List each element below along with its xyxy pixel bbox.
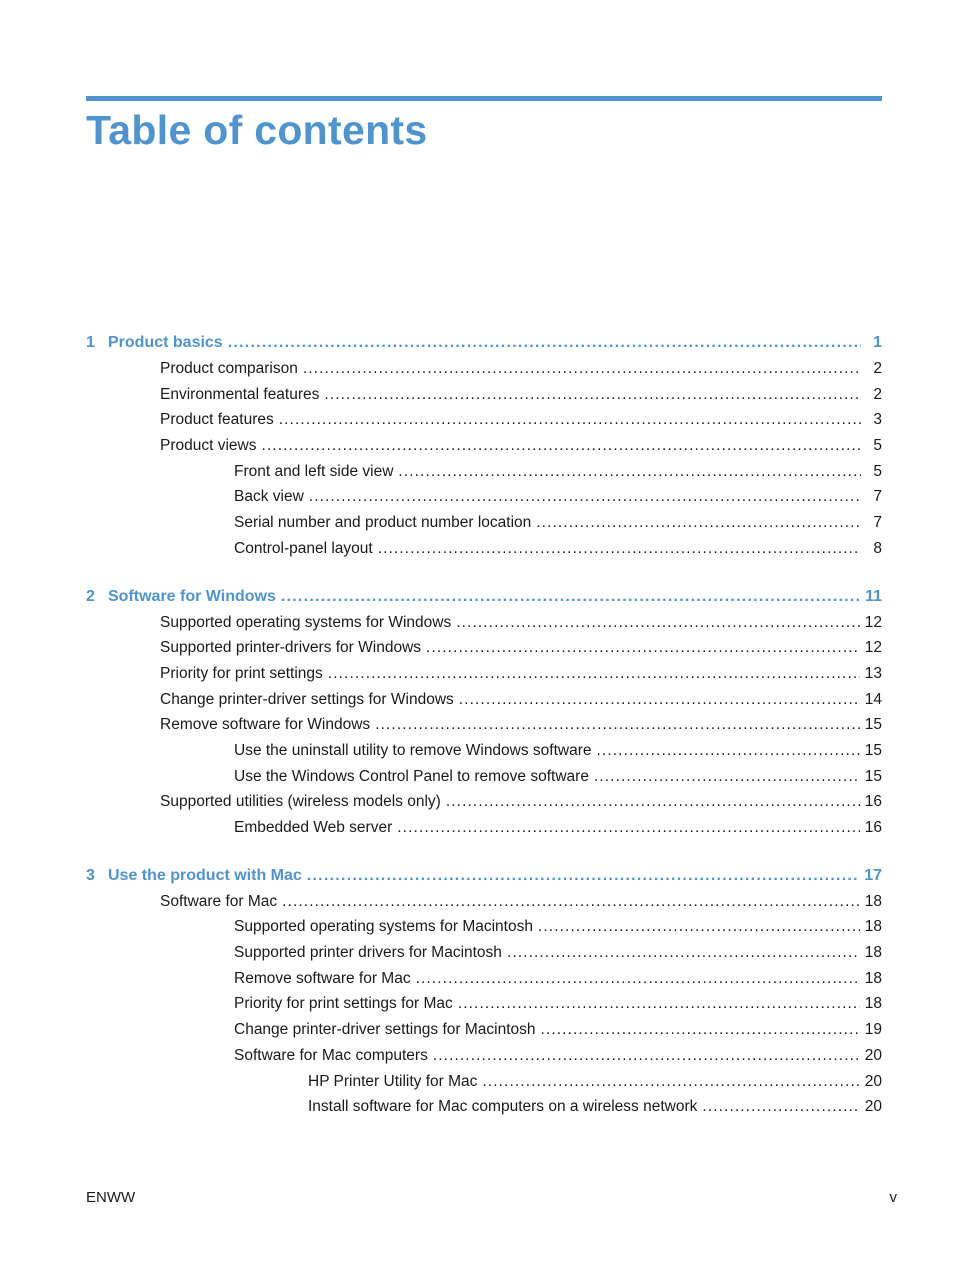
toc-entry[interactable] [86, 712, 882, 738]
toc-page-number: 16 [864, 793, 882, 811]
toc-chapter-number: 1 [86, 334, 95, 351]
toc-entry[interactable] [86, 382, 882, 408]
toc-page-number: 12 [864, 613, 882, 631]
toc-leader-dots [309, 484, 861, 510]
toc-leader-dots [597, 738, 860, 764]
toc-entry-title: Change printer-driver settings for Macintosh [234, 1021, 536, 1039]
toc-entry[interactable] [86, 635, 882, 661]
page-title: Table of contents [86, 107, 428, 153]
toc-entry-title: HP Printer Utility for Mac [308, 1072, 478, 1090]
toc-chapter-title: Software for Windows [108, 587, 276, 605]
toc-entry-title: Supported printer drivers for Macintosh [234, 944, 502, 962]
toc-leader-dots [397, 815, 860, 841]
table-of-contents [86, 329, 882, 1141]
toc-entry[interactable] [86, 433, 882, 459]
toc-leader-dots [433, 1043, 860, 1069]
toc-entry-title: Environmental features [160, 385, 320, 403]
toc-entry-title: Priority for print settings [160, 664, 323, 682]
toc-page-number: 15 [864, 741, 882, 759]
toc-page-number: 5 [873, 462, 882, 480]
toc-leader-dots [378, 536, 861, 562]
toc-chapter-heading[interactable] [86, 329, 882, 356]
toc-entry[interactable] [86, 484, 882, 510]
toc-page-number: 8 [873, 539, 882, 557]
toc-page-number: 7 [873, 488, 882, 506]
toc-entry-title: Remove software for Windows [160, 716, 371, 734]
toc-entry[interactable] [86, 610, 882, 636]
toc-entry-title: Supported printer-drivers for Windows [160, 639, 422, 657]
toc-entry[interactable] [86, 536, 882, 562]
toc-entry-title: Software for Mac [160, 892, 278, 910]
toc-chapter [86, 329, 882, 562]
toc-entry[interactable] [86, 889, 882, 915]
toc-leader-dots [261, 433, 861, 459]
toc-page-number: 18 [864, 969, 882, 987]
toc-entry[interactable] [86, 661, 882, 687]
toc-leader-dots [303, 356, 861, 382]
toc-entry[interactable] [86, 815, 882, 841]
toc-entry[interactable] [86, 1017, 882, 1043]
toc-entry-title: Serial number and product number location [234, 514, 532, 532]
toc-leader-dots [398, 459, 861, 485]
toc-entry[interactable] [86, 914, 882, 940]
toc-page-number: 20 [864, 1072, 882, 1090]
toc-entry[interactable] [86, 356, 882, 382]
toc-entry[interactable] [86, 459, 882, 485]
toc-leader-dots [446, 789, 860, 815]
toc-entry[interactable] [86, 738, 882, 764]
toc-entry-title: Install software for Mac computers on a wireless network [308, 1098, 698, 1116]
toc-leader-dots [459, 687, 860, 713]
toc-page-number: 1 [873, 334, 882, 351]
toc-entry[interactable] [86, 687, 882, 713]
toc-page-number: 20 [864, 1098, 882, 1116]
toc-page-number: 12 [864, 639, 882, 657]
toc-entry-title: Product views [160, 437, 257, 455]
toc-entry[interactable] [86, 764, 882, 790]
toc-entry[interactable] [86, 940, 882, 966]
toc-entry[interactable] [86, 510, 882, 536]
toc-page-number: 14 [864, 690, 882, 708]
toc-page-number: 18 [864, 944, 882, 962]
toc-page-number: 2 [873, 360, 882, 377]
toc-leader-dots [482, 1069, 859, 1095]
toc-page-number: 11 [865, 587, 882, 605]
toc-leader-dots [228, 329, 861, 356]
toc-entry-title: Software for Mac computers [234, 1046, 428, 1064]
toc-chapter-heading[interactable] [86, 583, 882, 610]
toc-entry-title: Supported utilities (wireless models only) [160, 793, 441, 811]
toc-chapter-title: Use the product with Mac [108, 866, 302, 884]
toc-entry-title: Use the uninstall utility to remove Windows software [234, 741, 592, 759]
toc-entry-title: Priority for print settings for Mac [234, 995, 453, 1013]
title-rule [86, 96, 882, 101]
toc-chapter [86, 583, 882, 841]
toc-entry[interactable] [86, 966, 882, 992]
toc-entry[interactable] [86, 1069, 882, 1095]
toc-page-number: 18 [864, 918, 882, 936]
toc-leader-dots [536, 510, 861, 536]
toc-entry-title: Embedded Web server [234, 819, 393, 836]
toc-chapter-heading[interactable] [86, 862, 882, 889]
toc-chapter-number: 2 [86, 587, 95, 605]
toc-page-number: 20 [864, 1046, 882, 1064]
toc-leader-dots [702, 1094, 859, 1120]
toc-leader-dots [458, 991, 860, 1017]
toc-leader-dots [507, 940, 860, 966]
toc-page-number: 7 [873, 514, 882, 532]
toc-page-number: 19 [864, 1021, 882, 1039]
toc-leader-dots [279, 407, 861, 433]
toc-entry-title: Product comparison [160, 360, 298, 377]
toc-page-number: 15 [864, 767, 882, 785]
footer-page-number: v [889, 1189, 897, 1206]
toc-page-number: 13 [864, 664, 882, 682]
toc-leader-dots [281, 583, 860, 610]
toc-page-number: 16 [864, 819, 882, 836]
toc-leader-dots [282, 889, 860, 915]
toc-entry-title: Front and left side view [234, 462, 394, 480]
toc-leader-dots [426, 635, 860, 661]
toc-leader-dots [541, 1017, 860, 1043]
toc-entry[interactable] [86, 1043, 882, 1069]
toc-leader-dots [594, 764, 860, 790]
toc-entry[interactable] [86, 789, 882, 815]
toc-entry-title: Supported operating systems for Macintosh [234, 918, 533, 936]
toc-page-number: 5 [873, 437, 882, 455]
toc-chapter-number: 3 [86, 866, 95, 884]
toc-page-number: 3 [873, 411, 882, 429]
toc-entry-title: Control-panel layout [234, 539, 373, 557]
toc-page-number: 15 [864, 716, 882, 734]
toc-leader-dots [538, 914, 860, 940]
toc-entry-title: Back view [234, 488, 304, 506]
toc-entry-title: Supported operating systems for Windows [160, 613, 452, 631]
toc-leader-dots [307, 862, 859, 889]
toc-leader-dots [416, 966, 860, 992]
toc-entry[interactable] [86, 407, 882, 433]
toc-chapter-title: Product basics [108, 334, 223, 351]
toc-chapter [86, 862, 882, 1120]
toc-leader-dots [328, 661, 860, 687]
toc-entry-title: Product features [160, 411, 274, 429]
toc-entry[interactable] [86, 991, 882, 1017]
toc-entry-title: Remove software for Mac [234, 969, 411, 987]
toc-leader-dots [324, 382, 861, 408]
toc-page-number: 18 [864, 995, 882, 1013]
toc-leader-dots [375, 712, 860, 738]
toc-page-number: 18 [864, 892, 882, 910]
toc-entry[interactable] [86, 1094, 882, 1120]
toc-leader-dots [456, 610, 860, 636]
toc-entry-title: Use the Windows Control Panel to remove software [234, 767, 589, 785]
footer-label: ENWW [86, 1189, 136, 1206]
toc-entry-title: Change printer-driver settings for Windows [160, 690, 454, 708]
toc-page-number: 17 [864, 866, 882, 884]
toc-page-number: 2 [873, 385, 882, 403]
